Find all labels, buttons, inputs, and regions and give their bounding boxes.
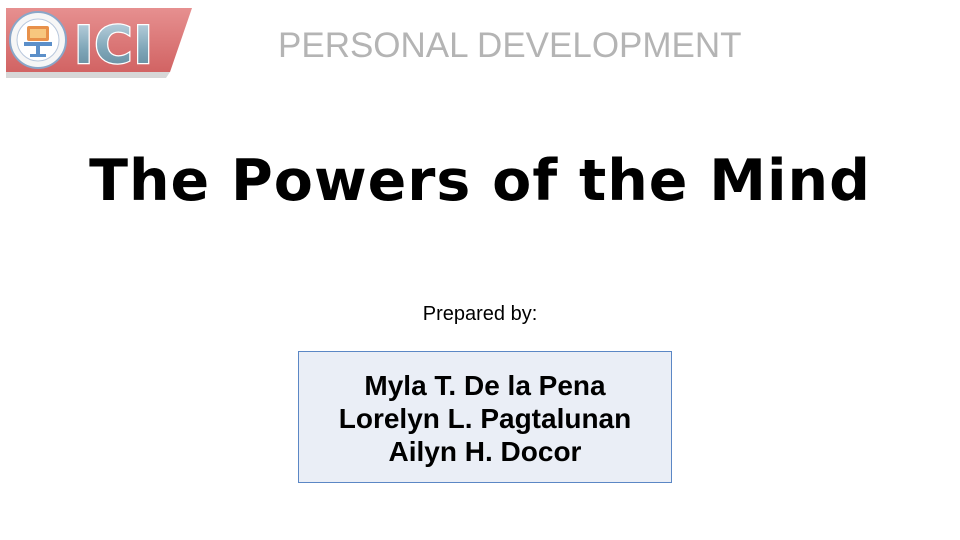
logo-graphic <box>6 8 194 78</box>
logo-lettering <box>74 16 154 76</box>
school-logo <box>6 8 194 78</box>
school-seal-icon <box>10 12 66 68</box>
prepared-by-label: Prepared by: <box>422 303 538 325</box>
slide-title: The Powers of the Mind <box>89 148 871 214</box>
author-name: Lorelyn L. Pagtalunan <box>338 403 632 434</box>
author-name: Myla T. De la Pena <box>364 370 606 401</box>
svg-text:ICI: ICI <box>74 16 154 76</box>
subject-heading: PERSONAL DEVELOPMENT <box>278 26 742 65</box>
authors-box <box>298 351 672 483</box>
author-name: Ailyn H. Docor <box>388 436 582 467</box>
